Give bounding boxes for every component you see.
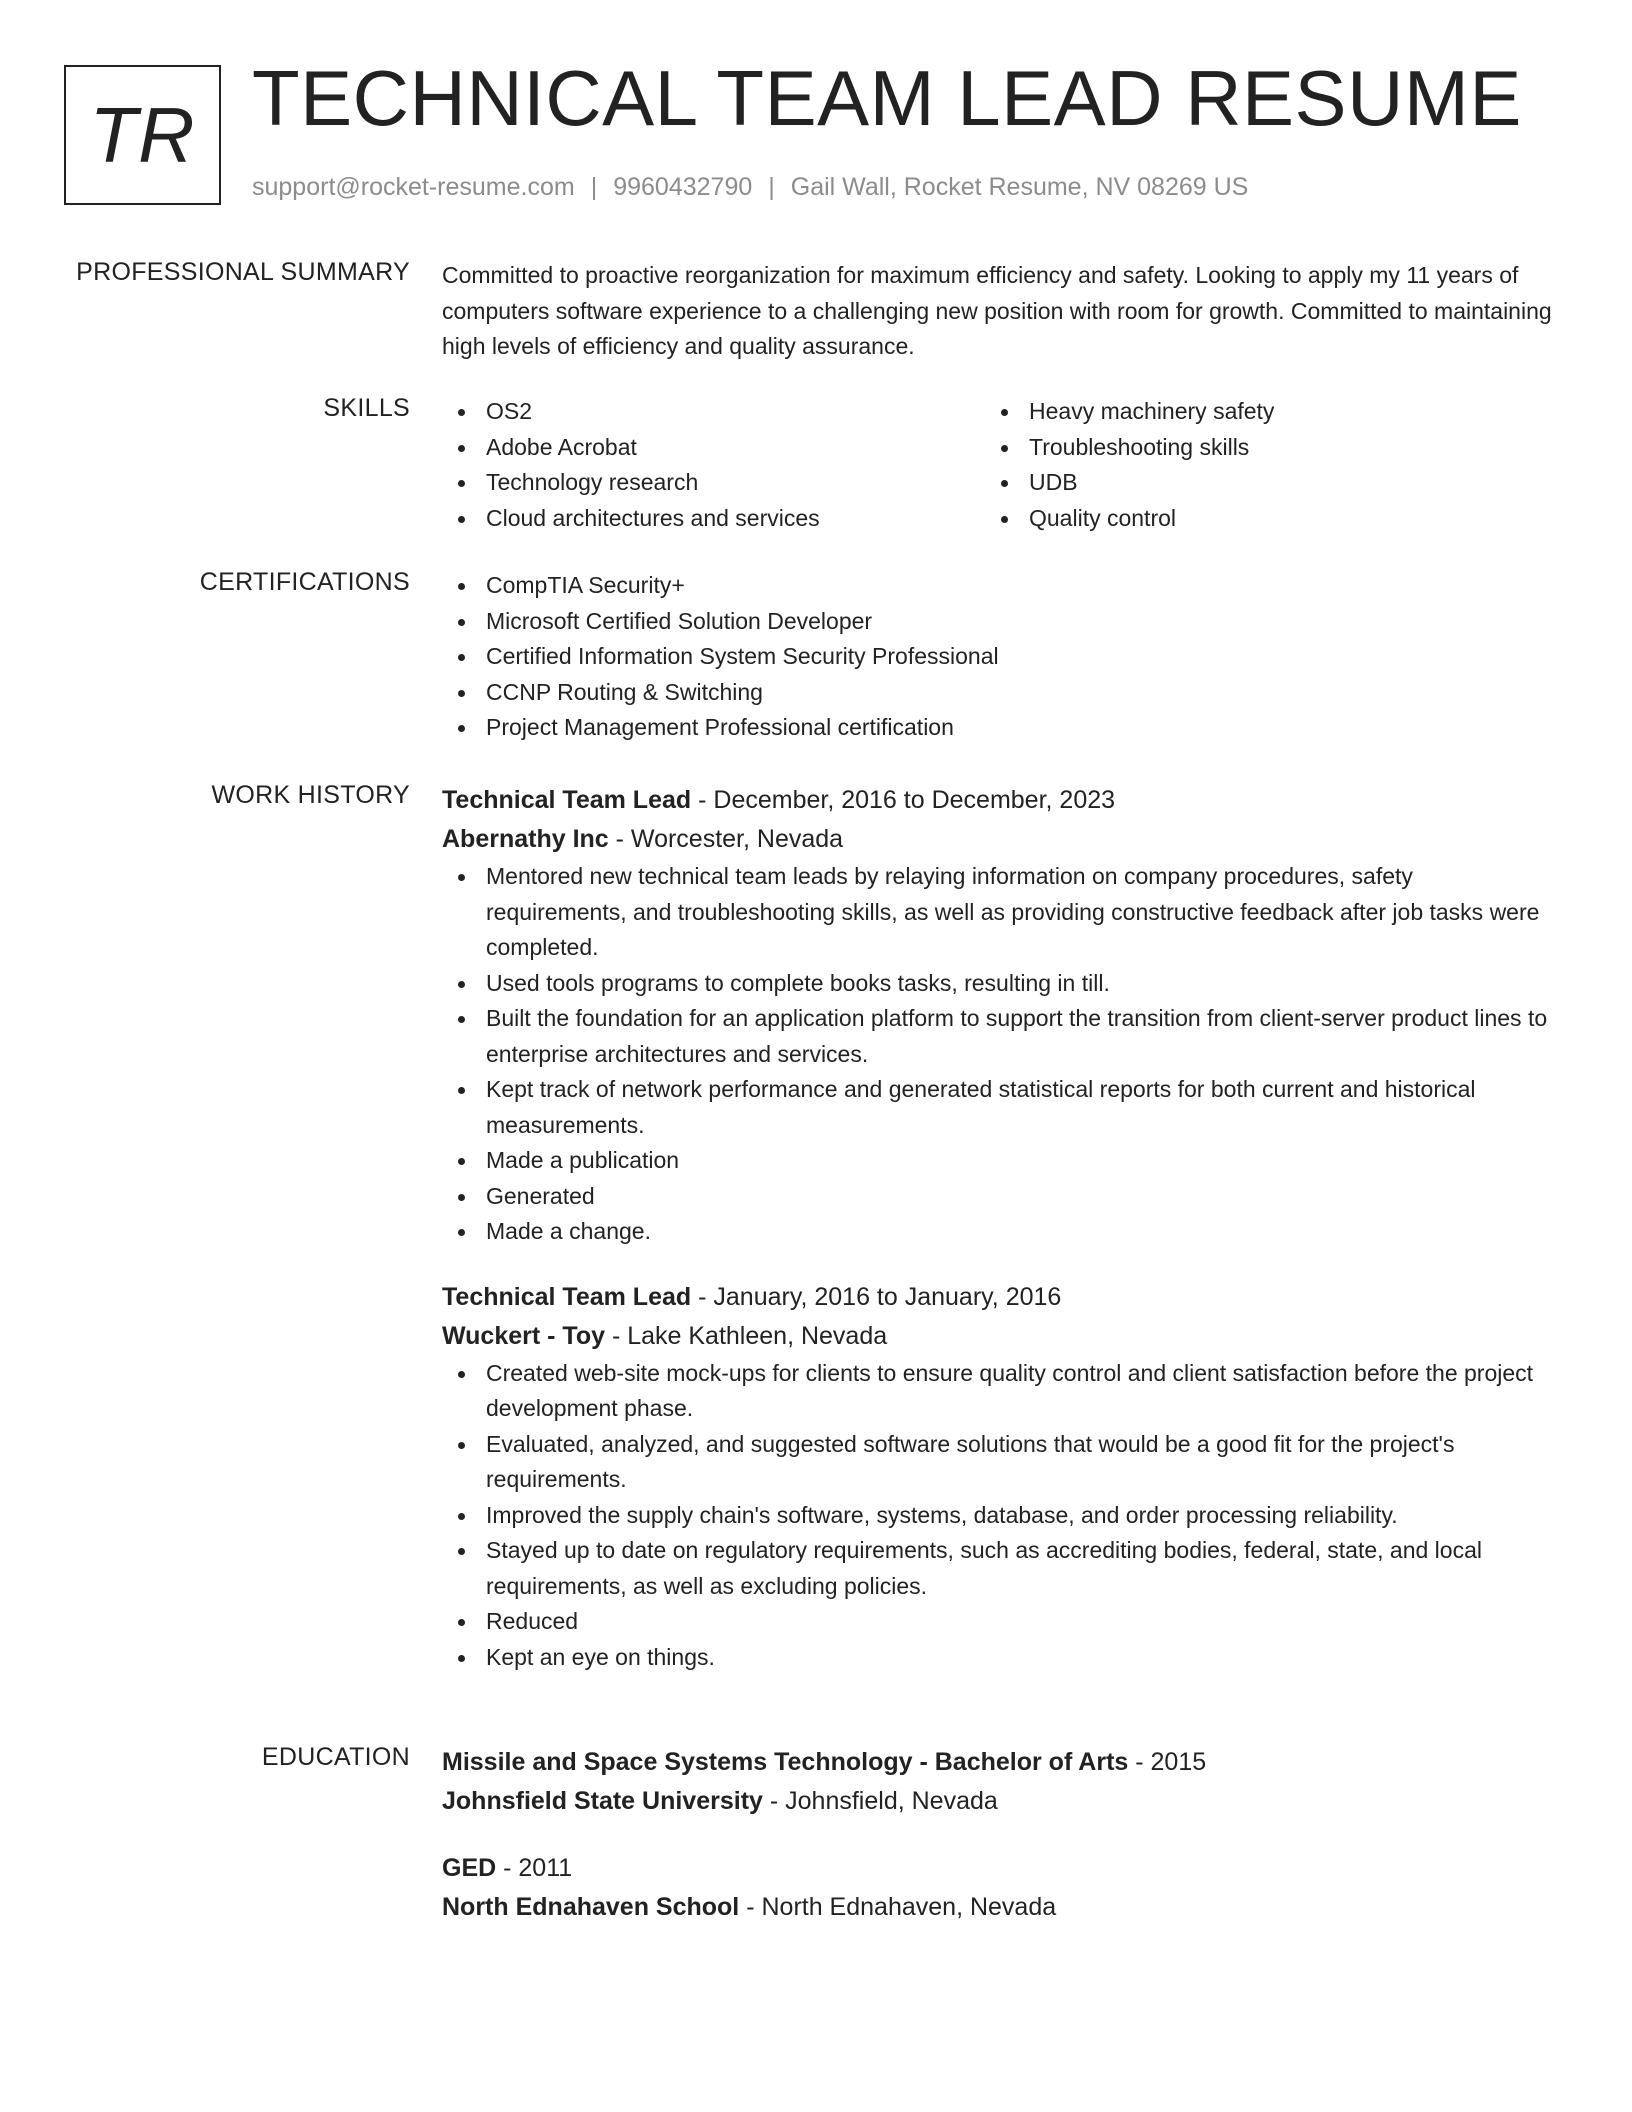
job-bullet: Improved the supply chain's software, systems, database, and order processing reliability.: [442, 1498, 1557, 1534]
certification-item: Project Management Professional certification: [442, 710, 1557, 746]
job-bullet: Kept an eye on things.: [442, 1640, 1557, 1676]
section-heading-certifications: CERTIFICATIONS: [199, 568, 410, 596]
job-bullets: [442, 1356, 1557, 1676]
summary-text: Committed to proactive reorganization for maximum efficiency and safety. Looking to apply my 11 years of computers software experience to a challenging new position with room for growth. Committed to maintaining high levels of efficiency and quality assurance.: [442, 262, 1552, 359]
education-degree-line: [442, 1849, 1557, 1888]
skill-item: Technology research: [442, 465, 985, 501]
education-year: - 2015: [1128, 1748, 1207, 1776]
job-entry: [442, 1278, 1557, 1676]
education-body: [442, 1743, 1557, 1927]
skill-item: Adobe Acrobat: [442, 430, 985, 466]
certification-item: Certified Information System Security Professional: [442, 639, 1557, 675]
education-school-line: [442, 1888, 1557, 1927]
job-bullet: Evaluated, analyzed, and suggested software solutions that would be a good fit for the project's requirements.: [442, 1427, 1557, 1498]
skills-list-left: [442, 394, 985, 536]
job-title: Technical Team Lead: [442, 786, 692, 814]
job-company: Abernathy Inc: [442, 825, 609, 853]
skill-item: OS2: [442, 394, 985, 430]
education-degree: Missile and Space Systems Technology - Bachelor of Arts: [442, 1748, 1129, 1776]
education-school-line: [442, 1782, 1557, 1821]
section-heading-summary: PROFESSIONAL SUMMARY: [76, 258, 410, 286]
job-bullet: Reduced: [442, 1604, 1557, 1640]
contact-separator: |: [590, 173, 598, 201]
section-heading-skills: SKILLS: [323, 394, 410, 422]
contact-separator: |: [768, 173, 775, 201]
job-bullet: Kept track of network performance and generated statistical reports for both current and historical measurements.: [442, 1072, 1557, 1143]
job-company-line: [442, 820, 1557, 859]
education-school: North Ednahaven School: [442, 1893, 740, 1921]
job-entry: [442, 781, 1557, 1250]
education-location: - North Ednahaven, Nevada: [739, 1893, 1057, 1921]
skill-item: Cloud architectures and services: [442, 501, 985, 537]
work-history-body: [442, 781, 1557, 1675]
section-heading-work-history: WORK HISTORY: [211, 781, 410, 809]
resume-title: TECHNICAL TEAM LEAD RESUME: [252, 54, 1522, 142]
job-location: - Worcester, Nevada: [608, 825, 844, 853]
job-bullet: Used tools programs to complete books tasks, resulting in till.: [442, 966, 1557, 1002]
skill-item: Troubleshooting skills: [985, 430, 1528, 466]
monogram-initials: TR: [89, 90, 196, 179]
job-bullet: Built the foundation for an application platform to support the transition from client-server product lines to enterprise architectures and services.: [442, 1001, 1557, 1072]
job-title: Technical Team Lead: [442, 1282, 692, 1311]
skills-body: [442, 394, 1557, 536]
education-location: - Johnsfield, Nevada: [762, 1787, 998, 1815]
education-degree-line: [442, 1743, 1557, 1782]
contact-phone: 9960432790: [613, 173, 753, 201]
contact-line: [252, 173, 1248, 202]
job-company: Wuckert - Toy: [442, 1321, 605, 1350]
summary-body: [442, 258, 1557, 365]
job-location: - Lake Kathleen, Nevada: [605, 1321, 888, 1350]
job-dates: - January, 2016 to January, 2016: [691, 1282, 1062, 1311]
certification-item: CCNP Routing & Switching: [442, 675, 1557, 711]
education-entry: [442, 1743, 1557, 1821]
job-bullet: Created web-site mock-ups for clients to ensure quality control and client satisfaction before the project development phase.: [442, 1356, 1557, 1427]
contact-address: Gail Wall, Rocket Resume, NV 08269 US: [790, 173, 1249, 201]
certification-item: CompTIA Security+: [442, 568, 1557, 604]
education-degree: GED: [442, 1854, 497, 1882]
job-bullet: Stayed up to date on regulatory requirements, such as accrediting bodies, federal, state, and local requirements, as well as excluding policies.: [442, 1533, 1557, 1604]
skill-item: UDB: [985, 465, 1528, 501]
job-title-line: [442, 1278, 1557, 1317]
certifications-body: [442, 568, 1557, 746]
skill-item: Heavy machinery safety: [985, 394, 1528, 430]
job-bullets: [442, 859, 1557, 1250]
certifications-list: [442, 568, 1557, 746]
skill-item: Quality control: [985, 501, 1528, 537]
contact-email: support@rocket-resume.com: [252, 173, 575, 201]
certification-item: Microsoft Certified Solution Developer: [442, 604, 1557, 640]
job-bullet: Mentored new technical team leads by relaying information on company procedures, safety requirements, and troubleshooting skills, as well as providing constructive feedback after job tasks were completed.: [442, 859, 1557, 966]
job-bullet: Made a change.: [442, 1214, 1557, 1250]
skills-list-right: [985, 394, 1528, 536]
education-school: Johnsfield State University: [442, 1787, 763, 1815]
job-bullet: Generated: [442, 1179, 1557, 1215]
job-dates: - December, 2016 to December, 2023: [691, 786, 1116, 814]
section-heading-education: EDUCATION: [261, 1743, 410, 1771]
job-bullet: Made a publication: [442, 1143, 1557, 1179]
job-title-line: [442, 781, 1557, 820]
education-year: - 2011: [496, 1854, 573, 1882]
monogram-box: [64, 65, 221, 205]
education-entry: [442, 1849, 1557, 1927]
job-company-line: [442, 1317, 1557, 1356]
